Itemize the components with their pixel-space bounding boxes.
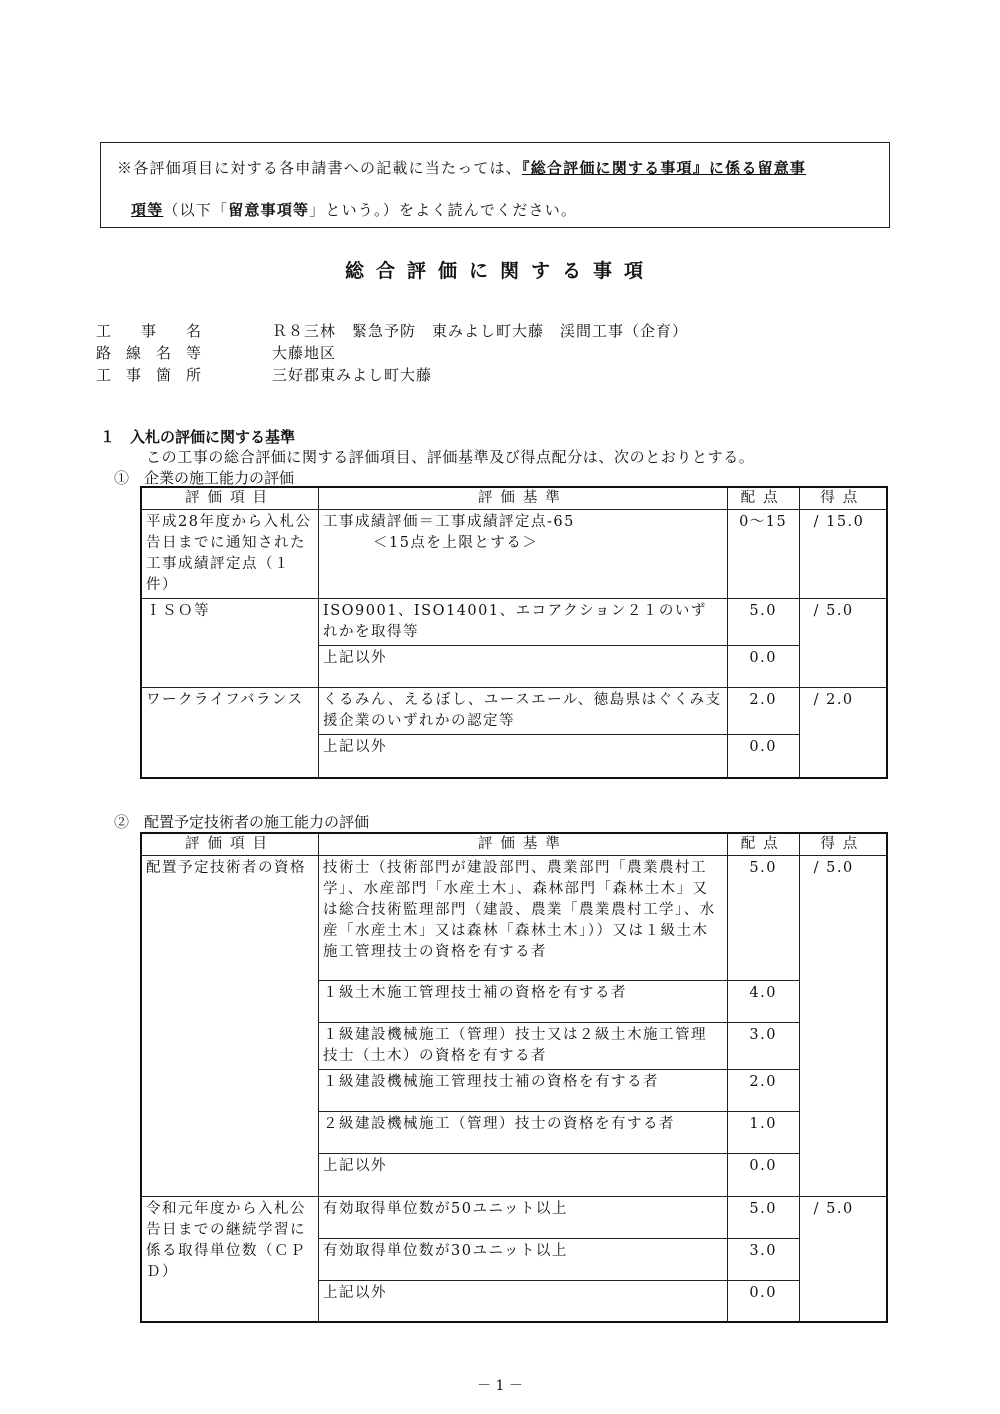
points-cell: 5.0 (727, 599, 799, 646)
criteria-cell: 上記以外 (319, 1154, 728, 1197)
criteria-cell: ２級建設機械施工（管理）技士の資格を有する者 (319, 1112, 728, 1154)
table2-caption: ② 配置予定技術者の施工能力の評価 (114, 813, 370, 831)
points-cell: 5.0 (727, 856, 799, 981)
points-cell: 4.0 (727, 981, 799, 1023)
criteria-cell: 有効取得単位数が50ユニット以上 (319, 1197, 728, 1239)
table-row (141, 688, 887, 735)
item-cell: 令和元年度から入札公告日までの継続学習に係る取得単位数（ＣＰＤ） (141, 1197, 319, 1322)
criteria-cell: ISO9001、ISO14001、エコアクション２１のいずれかを取得等 (318, 599, 727, 646)
criteria-cell: くるみん、えるぼし、ユースエール、徳島県はぐくみ支援企業のいずれかの認定等 (318, 688, 727, 735)
criteria-cell: 上記以外 (318, 735, 727, 778)
points-cell: 5.0 (727, 1197, 799, 1239)
page-number: － 1 － (477, 1378, 523, 1394)
info-label-location: 工 事 箇 所 (96, 366, 202, 384)
info-label-project: 工 事 名 (96, 322, 202, 340)
notice-text: （以下「 (163, 201, 229, 219)
header-item: 評価項目 (141, 487, 318, 510)
header-points: 配点 (727, 487, 799, 510)
points-cell: 1.0 (727, 1112, 799, 1154)
table-row (141, 510, 887, 599)
points-cell: 0.0 (727, 735, 799, 778)
score-cell: / 5.0 (799, 1197, 887, 1322)
notice-text: ※各評価項目に対する各申請書への記載に当たっては、 (117, 159, 523, 177)
score-cell: / 15.0 (799, 510, 887, 599)
notice-line-2 (131, 199, 577, 220)
engineer-evaluation-table (140, 832, 888, 1323)
notice-line-1 (117, 157, 806, 178)
header-score: 得点 (799, 833, 887, 856)
header-points: 配点 (727, 833, 799, 856)
header-criteria: 評価基準 (318, 487, 727, 510)
score-cell: / 2.0 (799, 688, 887, 778)
header-item: 評価項目 (141, 833, 319, 856)
points-cell: 3.0 (727, 1239, 799, 1281)
notice-emphasis: 項等 (131, 201, 164, 219)
criteria-cell: 技術士（技術部門が建設部門、農業部門「農業農村工学」、水産部門「水産土木」、森林部門「森林土木」又は総合技術監理部門（建設、農業「農業農村工学」、水産「水産土木」又は森林「森林土木」））又は１級土木施工管理技士の資格を有する者 (319, 856, 728, 981)
points-cell: 0.0 (727, 1154, 799, 1197)
points-cell: 0～15 (727, 510, 799, 599)
points-cell: 0.0 (727, 1281, 799, 1322)
section-intro: この工事の総合評価に関する評価項目、評価基準及び得点配分は、次のとおりとする。 (146, 448, 755, 466)
notice-emphasis: 『総合評価に関する事項』に係る留意事 (522, 159, 807, 177)
table-row (141, 1197, 887, 1239)
criteria-cell: １級建設機械施工管理技士補の資格を有する者 (319, 1070, 728, 1112)
info-value-location: 三好郡東みよし町大藤 (272, 366, 433, 384)
table-row (141, 599, 887, 646)
criteria-cell (318, 510, 727, 599)
notice-box (100, 142, 890, 228)
criteria-cell: １級建設機械施工（管理）技士又は２級土木施工管理技士（土木）の資格を有する者 (319, 1023, 728, 1070)
table-header-row (141, 833, 887, 856)
criteria-text: 工事成績評価＝工事成績評定点-65 (322, 514, 575, 530)
points-cell: 3.0 (727, 1023, 799, 1070)
company-evaluation-table (140, 486, 888, 779)
info-label-route: 路 線 名 等 (96, 344, 202, 362)
header-criteria: 評価基準 (319, 833, 728, 856)
item-cell: ＩＳＯ等 (141, 599, 318, 688)
notice-emphasis: 留意事項等 (228, 201, 310, 219)
criteria-cell: 上記以外 (319, 1281, 728, 1322)
score-cell: / 5.0 (799, 856, 887, 1197)
criteria-cell: 上記以外 (318, 646, 727, 688)
score-cell: / 5.0 (799, 599, 887, 688)
item-cell: ワークライフバランス (141, 688, 318, 778)
section-heading: １ 入札の評価に関する基準 (100, 428, 296, 446)
header-score: 得点 (799, 487, 887, 510)
info-value-route: 大藤地区 (272, 344, 337, 362)
criteria-cell: １級土木施工管理技士補の資格を有する者 (319, 981, 728, 1023)
points-cell: 2.0 (727, 688, 799, 735)
info-value-project: Ｒ８三林 緊急予防 東みよし町大藤 渓間工事（企育） (272, 322, 689, 340)
points-cell: 0.0 (727, 646, 799, 688)
item-cell: 配置予定技術者の資格 (141, 856, 319, 1197)
criteria-note: ＜15点を上限とする＞ (372, 535, 539, 551)
table-row (141, 856, 887, 981)
points-cell: 2.0 (727, 1070, 799, 1112)
table1-caption: ① 企業の施工能力の評価 (114, 469, 295, 487)
notice-text: 」という。）をよく読んでください。 (309, 201, 578, 219)
criteria-cell: 有効取得単位数が30ユニット以上 (319, 1239, 728, 1281)
item-cell: 平成28年度から入札公告日までに通知された工事成績評定点（１件） (141, 510, 318, 599)
page-title: 総合評価に関する事項 (344, 260, 655, 282)
table-header-row (141, 487, 887, 510)
